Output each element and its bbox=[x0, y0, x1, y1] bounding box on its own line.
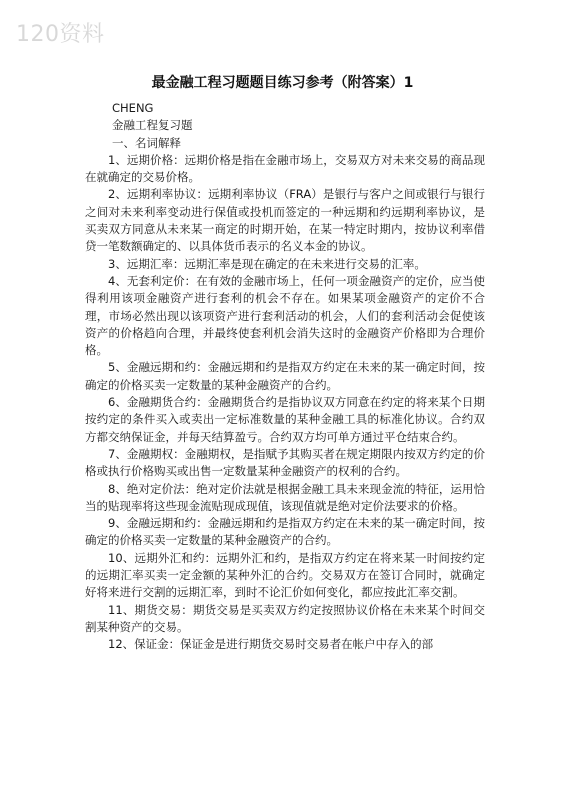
paragraph-9: 9、金融远期和约：金融远期和约是指双方约定在未来的某一确定时间，按确定的价格买卖一定数量的某种金融资产的合约。 bbox=[85, 516, 485, 548]
paragraph-3: 3、远期汇率：远期汇率是现在确定的在未来进行交易的汇率。 bbox=[108, 256, 426, 271]
paragraph-1: 1、远期价格：远期价格是指在金融市场上，交易双方对未来交易的商品现在就确定的交易价格。 bbox=[85, 152, 485, 185]
document-body bbox=[85, 100, 485, 654]
paragraph-5: 5、金融远期和约：金融远期和约是指双方约定在未来的某一确定时间，按确定的价格买卖一定数量的某种金融资产的合约。 bbox=[85, 360, 485, 392]
paragraph-4: 4、无套利定价：在有效的金融市场上，任何一项金融资产的定价，应当使得利用该项金融资产进行套利的机会不存在。如果某项金融资产的定价不合理，市场必然出现以该项资产进行套利活动的机会，人们的套利活动会促使该资产的价格趋向合理，并最终使套利机会消失这时的金融资产价格即为合理价格。 bbox=[85, 273, 485, 358]
document-title: 最金融工程习题题目练习参考（附答案）1 bbox=[151, 75, 414, 91]
paragraph-6: 6、金融期货合约：金融期货合约是指协议双方同意在约定的将来某个日期按约定的条件买入或卖出一定标准数量的某种金融工具的标准化协议。合约双方都交纳保证金，并每天结算盈亏。合约双方均可单方通过平仓结束合约。 bbox=[85, 395, 485, 444]
paragraph-10: 10、远期外汇和约：远期外汇和约，是指双方约定在将来某一时间按约定的远期汇率买卖一定金额的某种外汇的合约。交易双方在签订合同时，就确定好将来进行交割的远期汇率，到时不论汇价如何变化，都应按此汇率交割。 bbox=[85, 550, 485, 600]
watermark: 120资料 bbox=[16, 22, 105, 47]
section-heading: 一、名词解释 bbox=[112, 135, 181, 150]
paragraph-8: 8、绝对定价法：绝对定价法就是根据金融工具未来现金流的特征，运用恰当的贴现率将这些现金流贴现成现值，该现值就是绝对定价法要求的价格。 bbox=[85, 481, 485, 513]
paragraph-2: 2、远期利率协议：远期利率协议（FRA）是银行与客户之间或银行与银行之间对未来利率变动进行保值或投机而签定的一种远期和约远期利率协议，是买卖双方同意从未来某一商定的时期开始，在某一特定时期内，按协议利率借贷一笔数额确定的、以具体货币表示的名义本金的协议。 bbox=[85, 187, 485, 254]
subtitle-line: 金融工程复习题 bbox=[112, 118, 193, 133]
paragraph-7: 7、金融期权：金融期权，是指赋予其购买者在规定期限内按双方约定的价格或执行价格购买或出售一定数量某种金融资产的权利的合约。 bbox=[85, 446, 485, 479]
paragraph-12: 12、保证金：保证金是进行期货交易时交易者在帐户中存入的部 bbox=[108, 637, 434, 652]
paragraph-11: 11、期货交易：期货交易是买卖双方约定按照协议价格在未来某个时间交割某种资产的交易。 bbox=[85, 602, 485, 634]
author-line: CHENG bbox=[112, 101, 154, 115]
